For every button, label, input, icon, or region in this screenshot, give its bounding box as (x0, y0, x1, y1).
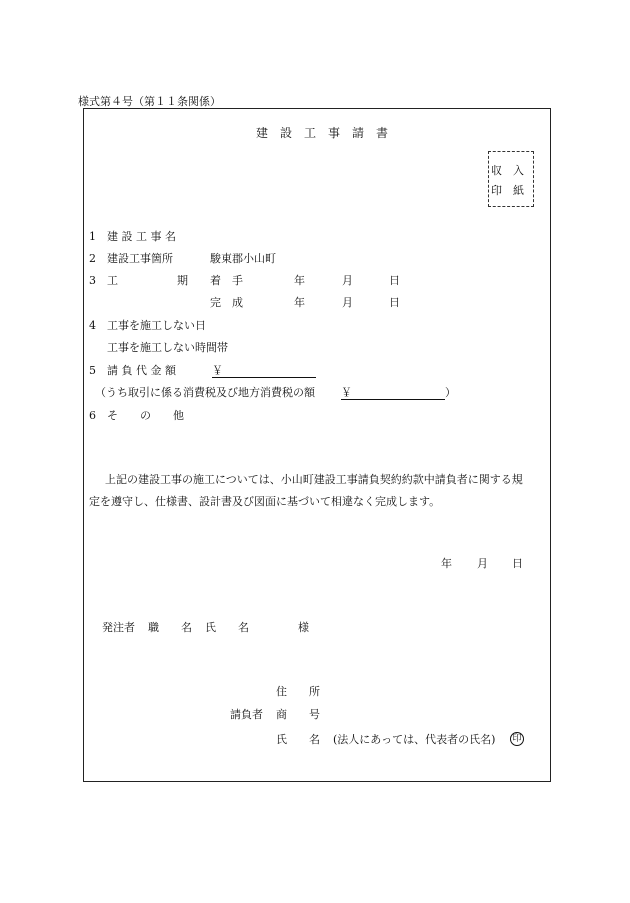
item5-label: 請 負 代 金 額 (107, 364, 176, 377)
item6-label: そ の 他 (107, 409, 184, 422)
item3-finish-month: 月 (342, 296, 353, 309)
item2-label: 建設工事箇所 (107, 252, 173, 265)
contractor-name-note: (法人にあっては、代表者の氏名) (333, 733, 496, 746)
statement-line2: 定を遵守し、仕様書、設計書及び図面に基づいて相違なく完成します。 (89, 495, 441, 508)
contract-amount-field: ￥ (212, 365, 316, 378)
revenue-stamp-box (488, 151, 534, 207)
item4-label: 工事を施工しない日 (107, 319, 206, 332)
item4-sub-label: 工事を施工しない時間帯 (107, 341, 228, 354)
item3-label-b: 期 (177, 274, 188, 287)
orderer-name: 氏 名 (205, 621, 249, 634)
form-frame (83, 108, 551, 782)
seal-mark-icon: 印 (510, 732, 524, 746)
date-month: 月 (477, 557, 488, 570)
orderer-honorific: 様 (298, 621, 309, 634)
form-label: 様式第４号（第１１条関係） (78, 95, 221, 108)
document-title: 建 設 工 事 請 書 (256, 126, 389, 140)
item5-number: 5 (89, 364, 96, 377)
tax-amount-field: ￥ (341, 387, 445, 400)
orderer-label: 発注者 (102, 621, 135, 634)
item6-number: 6 (89, 409, 96, 422)
item3-label-a: 工 (107, 274, 118, 287)
item4-number: 4 (89, 319, 96, 332)
item3-finish-day: 日 (389, 296, 400, 309)
item3-start-month: 月 (342, 274, 353, 287)
item3-finish-label: 完 成 (210, 296, 243, 309)
statement-line1: 上記の建設工事の施工については、小山町建設工事請負契約約款中請負者に関する規 (105, 473, 523, 486)
contractor-company-label: 商 号 (276, 708, 320, 721)
item3-start-day: 日 (389, 274, 400, 287)
item1-number: 1 (89, 230, 96, 243)
orderer-title: 職 名 (148, 621, 192, 634)
item1-label: 建 設 工 事 名 (107, 230, 176, 243)
item3-start-year: 年 (294, 274, 305, 287)
tax-note-close: ） (445, 386, 456, 399)
item3-finish-year: 年 (294, 296, 305, 309)
item2-number: 2 (89, 252, 96, 265)
item3-start-label: 着 手 (210, 274, 243, 287)
contractor-name-label: 氏 名 (276, 733, 320, 746)
date-day: 日 (512, 557, 523, 570)
contractor-label: 請負者 (230, 708, 263, 721)
stamp-label-line1: 収 入 (491, 164, 524, 177)
item3-number: 3 (89, 274, 96, 287)
stamp-label-line2: 印 紙 (491, 184, 524, 197)
item2-value: 駿東郡小山町 (210, 252, 276, 265)
contractor-address-label: 住 所 (276, 685, 320, 698)
tax-note-label: （うち取引に係る消費税及び地方消費税の額 (95, 386, 315, 399)
date-year: 年 (441, 557, 452, 570)
